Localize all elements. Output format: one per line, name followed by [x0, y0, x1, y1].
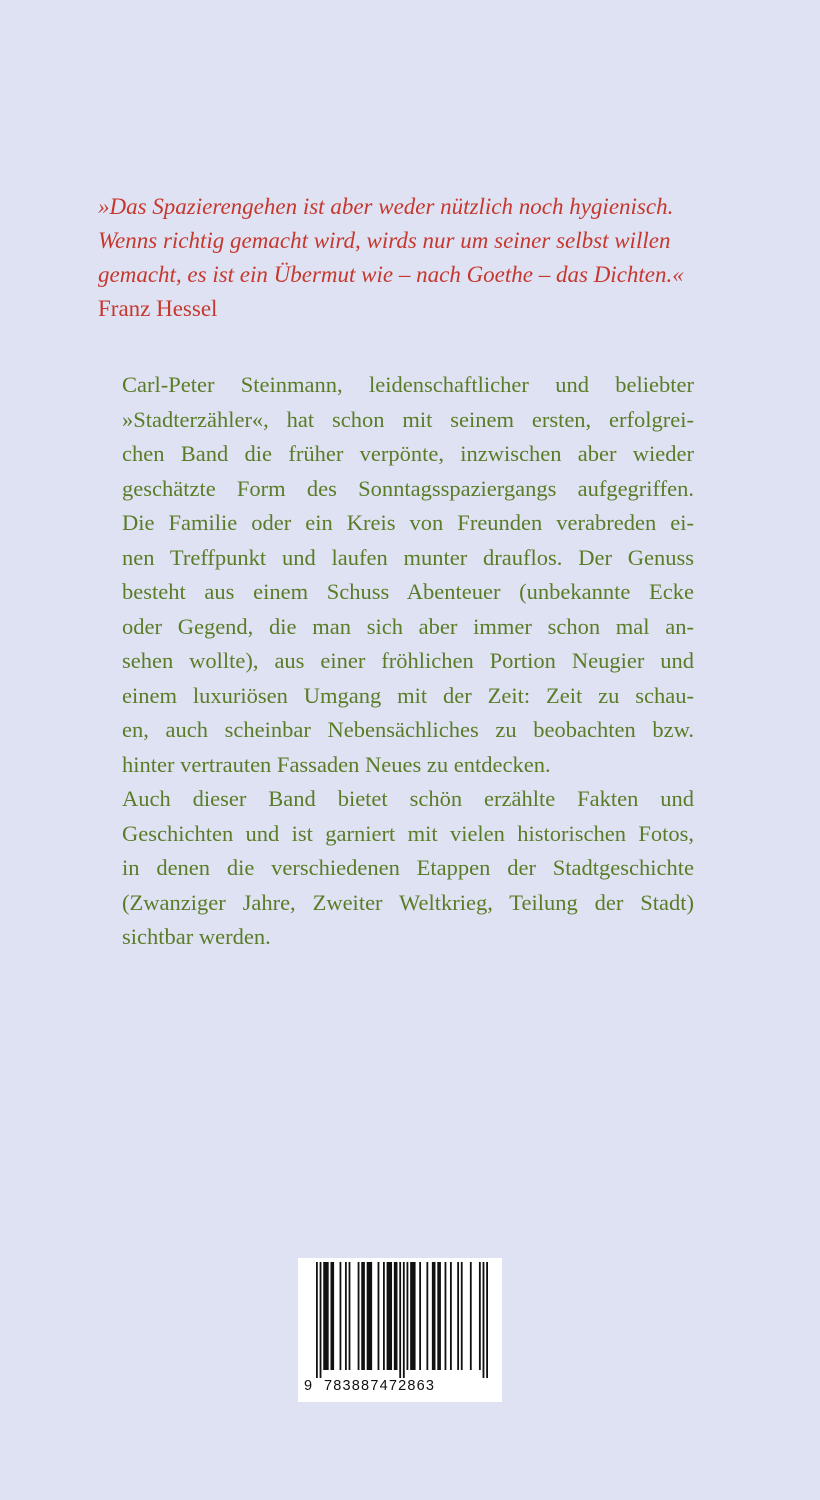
barcode-bar [358, 1262, 360, 1370]
barcode-bar [320, 1262, 322, 1378]
barcode-bar [383, 1262, 385, 1370]
barcode-bar [486, 1262, 488, 1378]
description-line: (Zwanziger Jahre, Zweiter Weltkrieg, Teilung der Stadt) [122, 889, 694, 915]
description-line: besteht aus einem Schuss Abenteuer (unbekannte Ecke [122, 579, 694, 604]
description-line: in denen die verschiedenen Etappen der Stadtgeschichte [122, 855, 694, 880]
barcode-bar [450, 1262, 452, 1370]
description-line: sichtbar werden. [122, 924, 271, 949]
barcode-bar [479, 1262, 481, 1370]
barcode-bar [330, 1262, 334, 1370]
description-line: Carl-Peter Steinmann, leidenschaftlicher und beliebter [122, 372, 694, 397]
barcode-bar [345, 1262, 347, 1370]
barcode-bar [394, 1262, 398, 1370]
book-description [122, 368, 694, 955]
barcode-bar [323, 1262, 328, 1370]
description-line: oder Gegend, die man sich aber immer schon mal an- [122, 613, 694, 639]
barcode-first-digit: 9 [304, 1378, 313, 1394]
description-line: einem luxuriösen Umgang mit der Zeit: Zeit zu schau- [122, 682, 694, 708]
quote-line: Wenns richtig gemacht wird, wirds nur um seiner selbst willen [98, 228, 671, 253]
barcode-bar [403, 1262, 405, 1378]
description-line: nen Treffpunkt und laufen munter drauflos. Der Genuss [122, 544, 694, 570]
barcode-bar [419, 1262, 421, 1370]
barcode-bar [361, 1262, 365, 1370]
description-line: geschätzte Form des Sonntagsspaziergangs aufgegriffen. [122, 475, 694, 501]
description-line: Geschichten und ist garniert mit vielen historischen Fotos, [122, 820, 694, 846]
description-line: chen Band die früher verpönte, inzwischen aber wieder [122, 441, 694, 466]
barcode-bar [470, 1262, 472, 1370]
description-line: »Stadterzähler«, hat schon mit seinem ersten, erfolgrei- [122, 406, 694, 432]
barcode-bar [432, 1262, 436, 1370]
isbn-barcode [298, 1258, 502, 1402]
epigraph-quote [98, 190, 778, 326]
description-line: en, auch scheinbar Nebensächliches zu beobachten bzw. [122, 717, 694, 742]
barcode-bars [316, 1262, 488, 1378]
barcode-bar [437, 1262, 441, 1370]
barcode-bar [349, 1262, 351, 1370]
barcode-bar [367, 1262, 372, 1370]
barcode-bar [426, 1262, 428, 1370]
barcode-digit-group: 783887472863 [324, 1378, 436, 1394]
barcode-bar [410, 1262, 415, 1370]
quote-author: Franz Hessel [98, 296, 218, 321]
barcode-bar [483, 1262, 485, 1378]
quote-line: »Das Spazierengehen ist aber weder nützlich noch hygienisch. [98, 194, 674, 219]
barcode-bar [378, 1262, 380, 1370]
barcode-bar [399, 1262, 401, 1378]
barcode-bar [461, 1262, 463, 1370]
barcode-bar [340, 1262, 342, 1370]
description-line: sehen wollte), aus einer fröhlichen Portion Neugier und [122, 648, 694, 673]
barcode-bar [407, 1262, 409, 1370]
description-line: Auch dieser Band bietet schön erzählte Fakten und [122, 786, 694, 811]
description-line: hinter vertrauten Fassaden Neues zu entdecken. [122, 751, 551, 777]
barcode-bar [445, 1262, 447, 1370]
barcode-bar [457, 1262, 459, 1370]
description-line: Die Familie oder ein Kreis von Freunden verabreden ei- [122, 510, 694, 535]
barcode-bar [387, 1262, 392, 1370]
quote-line: gemacht, es ist ein Übermut wie – nach Goethe – das Dichten.« [98, 262, 684, 287]
barcode-bar [316, 1262, 318, 1378]
